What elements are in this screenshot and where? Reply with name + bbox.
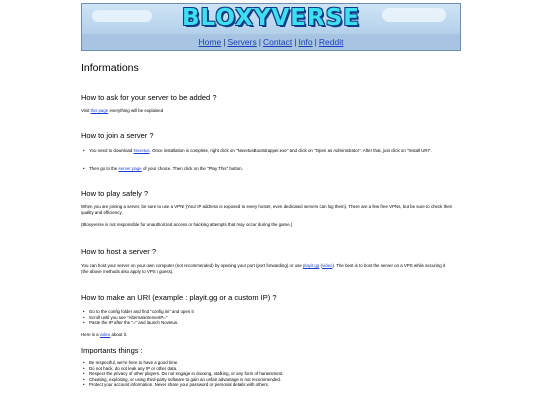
- nav-home[interactable]: Home: [198, 37, 222, 47]
- join-step-2-text: Then go to the: [89, 166, 119, 171]
- rule-item: • Be respectful, we're here to have a good time.: [89, 360, 453, 366]
- rule-item: • Cheating, exploiting, or using third-party software to gain an unfair advantage is not recommended.: [89, 377, 453, 383]
- host-text: You can host your server on your own computer (not recommended) by opening your port (port forwarding) or use: [81, 263, 303, 268]
- nav-contact[interactable]: Contact: [262, 37, 293, 47]
- safe-paragraph-1: When you are joining a server, be sure to use a VPN! (Your IP address is exposed to every hoster, even dedicated servers can log them). There are a few free VPNs, but be sure to check their quality and efficiency.: [81, 204, 453, 215]
- nav-separator: |: [314, 37, 317, 47]
- host-text-end: ). The best is to host the server on a VPS while securing it (the above methods also apply to VPS i guess).: [81, 263, 446, 274]
- main-nav: [82, 35, 460, 50]
- nav-separator: |: [258, 37, 261, 47]
- uri-footer: [81, 332, 453, 338]
- nav-servers[interactable]: Servers: [227, 37, 257, 47]
- main-content: [81, 57, 461, 388]
- rule-item: • Protect your account information. Never share your password or personal details with others.: [89, 382, 453, 388]
- page-title: Informations: [81, 62, 139, 74]
- ask-paragraph: [81, 108, 453, 114]
- uri-footer-text-end: about it.: [110, 332, 128, 337]
- join-step-1-text-end: . Once installation is complete, right click on "NovetusBootstrapper.exe" and click on "Open as Administrator". After that, just click on "Install URI".: [149, 148, 432, 153]
- safe-paragraph-2: (Bloxyverse is not responsible for unauthorized access or hacking attempts that may occur during the game.): [81, 222, 293, 227]
- heading-rules: Importants things :: [81, 346, 143, 355]
- server-page-link[interactable]: server page: [118, 166, 142, 171]
- host-paragraph: [81, 263, 453, 275]
- host-video-link[interactable]: video: [321, 263, 333, 268]
- nav-separator: |: [294, 37, 297, 47]
- playit-link[interactable]: playit.gg: [302, 263, 320, 268]
- site-header: [81, 3, 461, 51]
- heading-safe: How to play safely ?: [81, 189, 149, 198]
- uri-video-link[interactable]: video: [99, 332, 111, 337]
- join-step-2-text-end: of your choice. Then click on the "Play This" button.: [141, 166, 243, 171]
- heading-ask: How to ask for your server to be added ?: [81, 93, 217, 102]
- join-step-2: [89, 166, 453, 172]
- this-page-link[interactable]: this page: [90, 108, 109, 113]
- uri-footer-text: Here is a: [81, 332, 100, 337]
- heading-host: How to host a server ?: [81, 247, 157, 256]
- nav-info[interactable]: Info: [298, 37, 313, 47]
- heading-uri: How to make an URI (example : playit.gg or a custom IP) ?: [81, 293, 277, 302]
- heading-join: How to join a server ?: [81, 131, 154, 140]
- uri-step: • Paste the IP after the "=" and launch Novetus.: [89, 320, 453, 326]
- join-step-1-text: You need to download: [89, 148, 134, 153]
- rule-item: • Respect the privacy of other players. Do not engage in doxxing, stalking, or any form of harassment.: [89, 371, 453, 377]
- site-logo[interactable]: BLOXYVERSE: [182, 5, 360, 31]
- banner: [82, 4, 460, 34]
- nav-separator: |: [223, 37, 226, 47]
- ask-text: Visit: [81, 108, 91, 113]
- host-text-mid: (: [319, 263, 322, 268]
- uri-step: • Go to the config folder and find "config.ini" and open it: [89, 309, 453, 315]
- rule-item: • Do not hack, do not leak any IP or other data.: [89, 366, 453, 372]
- novetus-link[interactable]: Novetus: [133, 148, 150, 153]
- uri-step: • Scroll until you see "AlternateServerIP=": [89, 315, 453, 321]
- join-step-1: [89, 148, 453, 154]
- ask-text-end: everything will be explained: [108, 108, 164, 113]
- nav-reddit[interactable]: Reddit: [318, 37, 344, 47]
